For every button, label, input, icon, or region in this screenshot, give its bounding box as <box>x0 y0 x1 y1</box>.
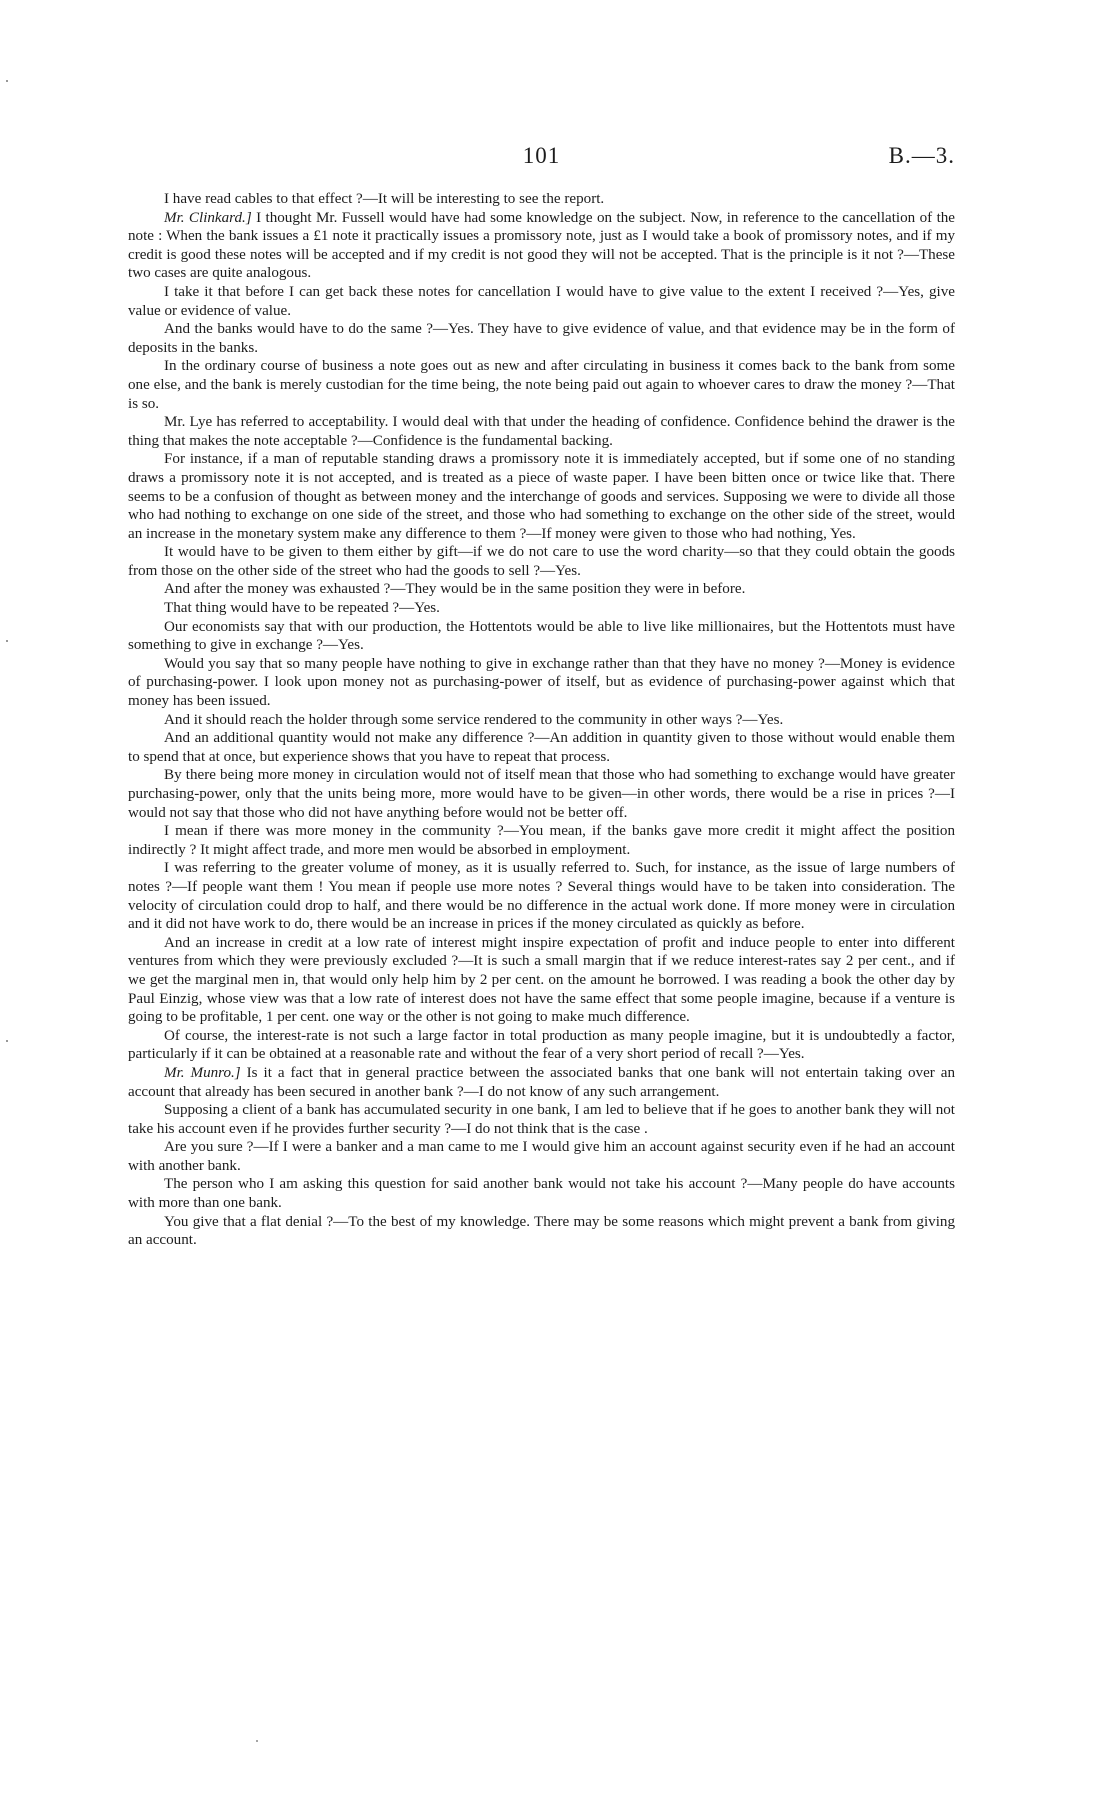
transcript-paragraph <box>128 1138 955 1175</box>
transcript-paragraph <box>128 580 955 599</box>
paragraph-text: I mean if there was more money in the community ?—You mean, if the banks gave more credit it might affect the position indirectly ? It might affect trade, and more men would be absorbed in employment. <box>128 823 955 858</box>
paragraph-text: Are you sure ?—If I were a banker and a man came to me I would give him an account against security even if he had an account with another bank. <box>128 1139 955 1174</box>
transcript-paragraph <box>128 599 955 618</box>
margin-speck <box>6 640 8 642</box>
document-reference: B.—3. <box>888 143 955 168</box>
transcript-paragraph <box>128 655 955 711</box>
paragraph-text: By there being more money in circulation would not of itself mean that those who had something to exchange would have greater purchasing-power, only that the units being more, more would have to be given—in other words, there would be a rise in prices ?—I would not say that those who did not have anything before would not be better off. <box>128 767 955 821</box>
paragraph-text: I have read cables to that effect ?—It will be interesting to see the report. <box>164 191 605 207</box>
paragraph-text: I take it that before I can get back these notes for cancellation I would have to give value to the extent I received ?—Yes, give value or evidence of value. <box>128 283 955 319</box>
transcript-body <box>128 190 955 1250</box>
transcript-paragraph <box>128 766 955 822</box>
transcript-paragraph <box>128 934 955 1027</box>
paragraph-text: Supposing a client of a bank has accumulated security in one bank, I am led to believe that if he goes to another bank they will not take his account even if he provides further security ?—I do not think that is the case . <box>128 1102 955 1137</box>
paragraph-text: Of course, the interest-rate is not such a large factor in total production as many people imagine, but it is undoubtedly a factor, particularly if it can be obtained at a reasonable rate and without the fear of a very short period of recall ?—Yes. <box>128 1027 955 1063</box>
transcript-paragraph <box>128 822 955 859</box>
paragraph-text: Our economists say that with our production, the Hottentots would be able to live like millionaires, but the Hottentots must have something to give in exchange ?—Yes. <box>128 618 955 654</box>
transcript-paragraph <box>128 283 955 320</box>
paragraph-text: And the banks would have to do the same ?—Yes. They have to give evidence of value, and that evidence may be in the form of deposits in the banks. <box>128 321 955 356</box>
transcript-paragraph <box>128 1064 955 1101</box>
paragraph-text: Mr. Lye has referred to acceptability. I would deal with that under the heading of confidence. Confidence behind the drawer is the thing that makes the note acceptable ?—Confidence is the fundamental backing. <box>128 414 955 449</box>
transcript-paragraph <box>128 1101 955 1138</box>
paragraph-text: For instance, if a man of reputable standing draws a promissory note it is immediately accepted, but if some one of no standing draws a promissory note it is not accepted, and is treated as a piece of waste paper. I have been bitten once or twice like that. There seems to be a confusion of thought as between money and the interchange of goods and services. Supposing we were to divide all those who had nothing to exchange on one side of the street, and those who had something to exchange on the other side of the street, would an increase in the monetary system make any difference to them ?—If money were given to those who had nothing, Yes. <box>128 451 955 542</box>
transcript-paragraph <box>128 320 955 357</box>
paragraph-text: You give that a flat denial ?—To the best of my knowledge. There may be some reasons which might prevent a bank from giving an account. <box>128 1213 955 1249</box>
transcript-paragraph <box>128 1027 955 1064</box>
paragraph-text: In the ordinary course of business a note goes out as new and after circulating in business it comes back to the bank from some one else, and the bank is merely custodian for the time being, the note being paid out again to whoever cares to draw the money ?—That is so. <box>128 358 955 412</box>
paragraph-text: And an increase in credit at a low rate of interest might inspire expectation of profit and induce people to enter into different ventures from which they were previously excluded ?—It is such a small margin that if we reduce interest-rates say 2 per cent., and if we get the marginal men in, that would only help him by 2 per cent. on the amount he borrowed. I was reading a book the other day by Paul Einzig, whose view was that a low rate of interest does not have the same effect that some people imagine, because if a venture is going to be profitable, 1 per cent. one way or the other is not going to make much difference. <box>128 934 955 1026</box>
paragraph-text: The person who I am asking this question for said another bank would not take his account ?—Many people do have accounts with more than one bank. <box>128 1176 955 1212</box>
transcript-paragraph <box>128 618 955 655</box>
speaker-name: Mr. Clinkard.] <box>164 209 252 226</box>
transcript-paragraph <box>128 413 955 450</box>
paragraph-text: That thing would have to be repeated ?—Yes. <box>164 600 440 617</box>
transcript-paragraph <box>128 190 955 209</box>
paragraph-text: And after the money was exhausted ?—They would be in the same position they were in before. <box>164 581 746 598</box>
paragraph-text: Would you say that so many people have nothing to give in exchange rather than that they have no money ?—Money is evidence of purchasing-power. I look upon money not as purchasing-power of itself, but as evidence of purchasing-power against which that money has been issued. <box>128 655 955 710</box>
paragraph-text: I was referring to the greater volume of money, as it is usually referred to. Such, for instance, as the issue of large numbers of notes ?—If people want them ! You mean if people use more notes ? Several things would have to be taken into consideration. The velocity of circulation could drop to half, and there would be no difference in the actual work done. If more money were in circulation and it did not have work to do, there would be an increase in prices if the money circulated as quickly as before. <box>128 860 955 933</box>
transcript-paragraph <box>128 209 955 283</box>
transcript-paragraph <box>128 357 955 413</box>
transcript-paragraph <box>128 1213 955 1250</box>
transcript-paragraph <box>128 543 955 580</box>
paragraph-text: And an additional quantity would not make any difference ?—An addition in quantity given to those without would enable them to spend that at once, but experience shows that you have to repeat that process. <box>128 730 955 765</box>
page-speck <box>256 1740 258 1742</box>
paragraph-text: Is it a fact that in general practice between the associated banks that one bank will not entertain taking over an account that already has been secured in another bank ?—I do not know of any such arrangement. <box>128 1064 956 1100</box>
transcript-paragraph <box>128 859 955 933</box>
transcript-paragraph <box>128 729 955 766</box>
paragraph-text: It would have to be given to them either by gift—if we do not care to use the word charity—so that they could obtain the goods from those on the other side of the street who had the goods to sell ?—Yes. <box>128 544 955 579</box>
page-header <box>128 143 955 173</box>
page-number: 101 <box>522 143 561 168</box>
paragraph-text: I thought Mr. Fussell would have had some knowledge on the subject. Now, in reference to the cancellation of the note : When the bank issues a £1 note it practically issues a promissory note, just as I would take a book of promissory notes, and if my credit is good these notes will be accepted and if my credit is not good they will not be accepted. That is the principle is it not ?—These two cases are quite analogous. <box>128 209 956 282</box>
transcript-paragraph <box>128 450 955 543</box>
margin-speck <box>6 1040 8 1042</box>
transcript-paragraph <box>128 1175 955 1212</box>
margin-speck <box>6 80 8 82</box>
transcript-paragraph <box>128 711 955 730</box>
paragraph-text: And it should reach the holder through some service rendered to the community in other ways ?—Yes. <box>164 711 784 728</box>
speaker-name: Mr. Munro.] <box>164 1064 241 1081</box>
